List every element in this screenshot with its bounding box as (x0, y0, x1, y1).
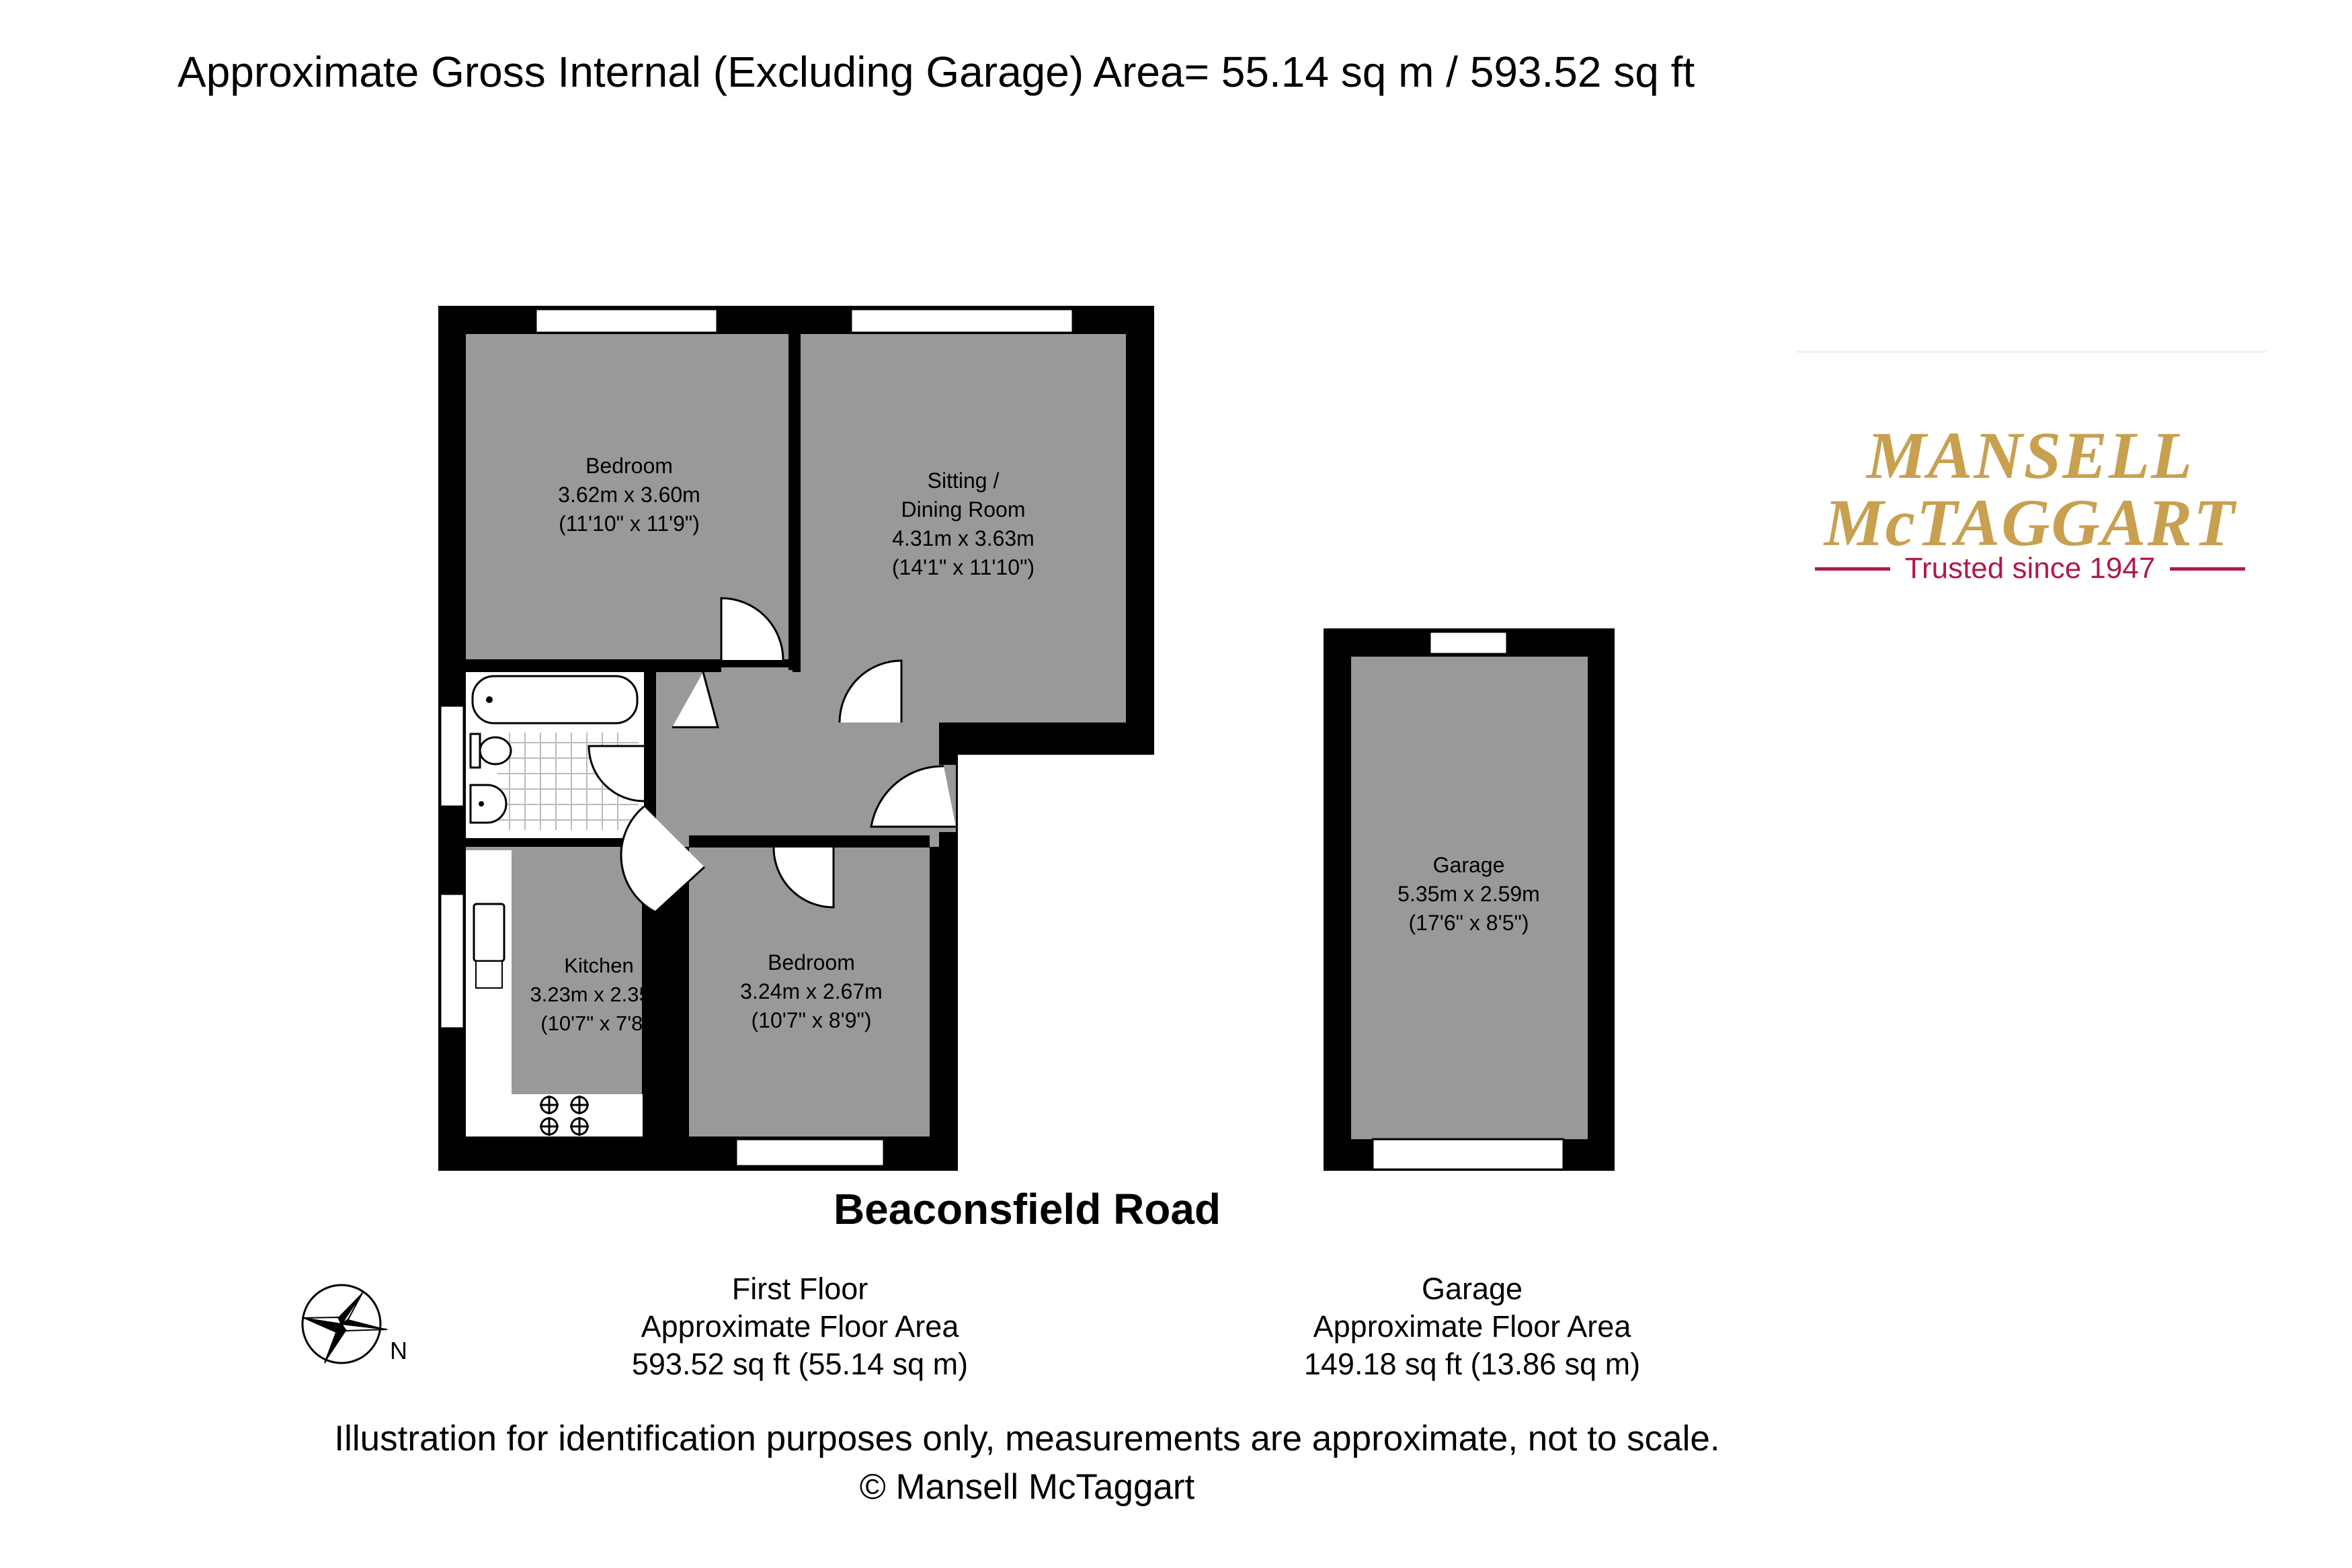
partition-bath-top (466, 660, 721, 672)
sitting-room-imperial: (14'1" x 11'10") (891, 555, 1035, 579)
first-floor-value: 593.52 sq ft (55.14 sq m) (631, 1347, 969, 1381)
sitting-room-name-2: Dining Room (901, 497, 1026, 522)
kitchen-name: Kitchen (564, 954, 634, 977)
first-floor-subtitle: Approximate Floor Area (641, 1309, 959, 1344)
brand-logo-line1: MANSELL (1866, 418, 2194, 493)
first-floor-plan (438, 306, 1154, 1171)
window-bedroom-2 (736, 1139, 884, 1166)
brand-tagline-row (1815, 550, 2245, 587)
basin (471, 785, 506, 823)
sitting-room-metric: 4.31m x 3.63m (892, 526, 1035, 550)
logo-divider (1796, 351, 2267, 353)
copyright: © Mansell McTaggart (859, 1467, 1195, 1507)
compass-label: N (390, 1337, 407, 1364)
bedroom-1-imperial: (11'10" x 11'9") (559, 511, 700, 536)
kitchen-sink (474, 904, 504, 961)
disclaimer: Illustration for identification purposes only, measurements are approximate, not to scale. (334, 1419, 1720, 1458)
window-bedroom-1 (536, 309, 717, 333)
brand-tagline: Trusted since 1947 (1904, 552, 2156, 585)
garage-area-title: Garage (1421, 1272, 1523, 1306)
compass (302, 1285, 407, 1364)
garage-name: Garage (1432, 853, 1505, 877)
partition-bed1-sitting (788, 334, 801, 670)
road-label: Beaconsfield Road (833, 1185, 1221, 1233)
toilet-bowl (480, 737, 511, 764)
kitchen-counter-bottom (466, 1094, 643, 1137)
bedroom-2-metric: 3.24m x 2.67m (740, 979, 883, 1003)
partition-kitchen-bed2 (677, 860, 689, 1137)
first-floor-title: First Floor (731, 1272, 868, 1306)
bath-drain (486, 696, 493, 703)
gross-area-title: Approximate Gross Internal (Excluding Garage) Area= 55.14 sq m / 593.52 sq ft (177, 48, 1695, 96)
kitchen-sink-drainer (476, 961, 502, 988)
garage-imperial: (17'6" x 8'5") (1408, 911, 1529, 935)
garage-area-subtitle: Approximate Floor Area (1313, 1309, 1631, 1344)
kitchen-imperial: (10'7" x 7'8") (540, 1012, 657, 1035)
bedroom-1-name: Bedroom (585, 454, 673, 478)
partition-kitchen-top (466, 838, 644, 847)
garage-door (1373, 1139, 1564, 1169)
brand-logo-line2: McTAGGART (1824, 485, 2236, 560)
window-sitting-room (851, 309, 1073, 333)
tagline-rule-left (1815, 567, 1890, 571)
bathtub (473, 676, 637, 723)
garage-plan (1324, 628, 1615, 1171)
garage-area (1210, 1270, 1734, 1383)
hall-floor-upper (715, 667, 793, 681)
sitting-room-name-1: Sitting / (927, 468, 1000, 493)
garage-window (1430, 632, 1507, 654)
kitchen-counter (466, 850, 512, 1137)
bedroom-2-imperial: (10'7" x 8'9") (751, 1008, 872, 1032)
partition-bed2-top (689, 835, 930, 848)
bedroom-1-metric: 3.62m x 3.60m (558, 483, 700, 507)
window-bathroom (440, 706, 464, 807)
garage-metric: 5.35m x 2.59m (1397, 882, 1540, 906)
first-floor-area (538, 1270, 1062, 1383)
kitchen-metric: 3.23m x 2.35m (530, 983, 668, 1006)
garage-area-value: 149.18 sq ft (13.86 sq m) (1303, 1347, 1641, 1381)
basin-drain (479, 801, 484, 807)
bedroom-2-name: Bedroom (768, 950, 855, 975)
toilet-cistern (471, 734, 480, 768)
tagline-rule-right (2170, 567, 2245, 571)
window-kitchen (440, 894, 464, 1028)
